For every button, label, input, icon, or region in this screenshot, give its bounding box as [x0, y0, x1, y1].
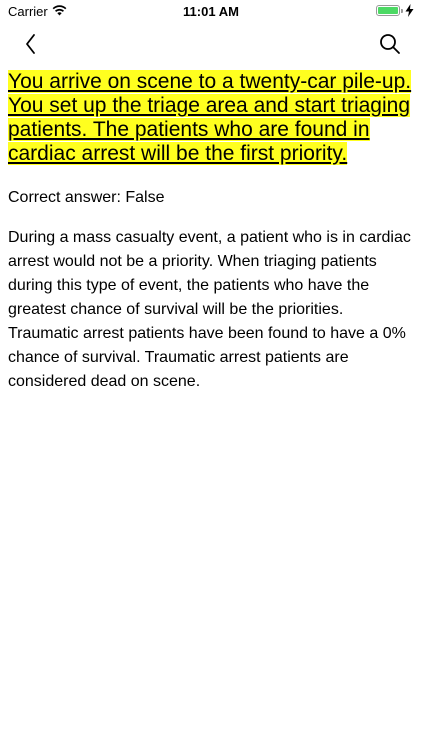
question-text — [8, 70, 412, 166]
search-button[interactable] — [376, 30, 404, 58]
status-bar — [0, 0, 422, 22]
carrier-label: Carrier — [8, 4, 48, 19]
back-button[interactable] — [18, 30, 46, 58]
battery-icon — [376, 5, 400, 16]
flashcard-content — [8, 70, 412, 394]
battery-cap — [401, 9, 403, 13]
navigation-bar — [0, 22, 422, 66]
correct-answer: Correct answer: False — [8, 189, 165, 206]
charging-bolt-icon — [405, 4, 414, 17]
chevron-left-icon — [27, 35, 34, 53]
question-highlight: You arrive on scene to a twenty-car pile-up. You set up the triage area and start triaging patients. The patients who are found in cardiac arrest will be the first priority. — [8, 70, 412, 165]
battery-level — [378, 7, 398, 14]
clock-time: 11:01 AM — [183, 4, 239, 19]
explanation-text: During a mass casualty event, a patient who is in cardiac arrest would not be a priority. When triaging patients during this type of event, the patients who have the greatest chance of survival will be the priorities. Traumatic arrest patients have been found to have a 0% chance of survival. Traumatic arrest patients are considered dead on scene. — [8, 229, 411, 390]
search-icon — [381, 35, 399, 53]
